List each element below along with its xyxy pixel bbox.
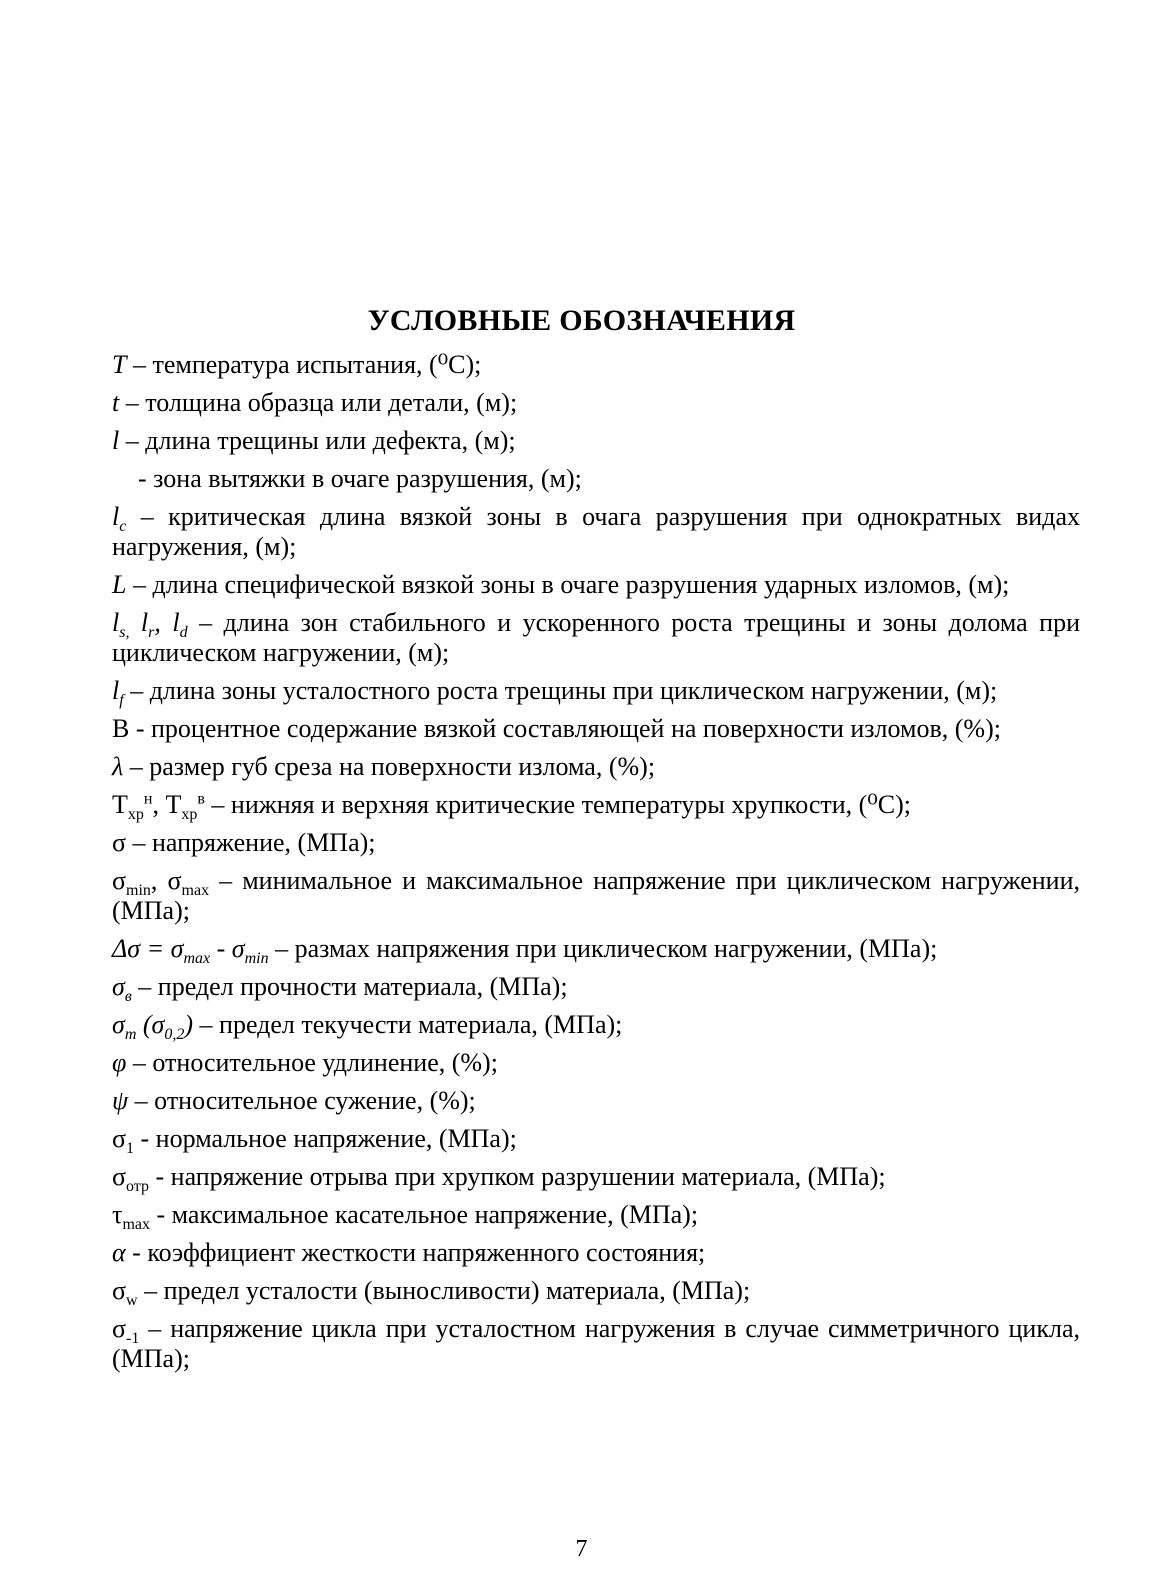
notation-symbol: λ xyxy=(112,752,124,781)
notation-symbol: ψ xyxy=(112,1086,129,1115)
notation-entry xyxy=(112,1086,1080,1116)
notation-definition: – критическая длина вязкой зоны в очага разрушения при однократных видах нагружения, (м); xyxy=(112,502,1080,561)
notation-definition: – размах напряжения при циклическом нагружении, (МПа); xyxy=(268,934,938,963)
notation-definition: – предел прочности материала, (МПа); xyxy=(131,972,568,1001)
notation-definition: - максимальное касательное напряжение, (МПа); xyxy=(150,1200,699,1229)
notation-entry xyxy=(112,1048,1080,1078)
notation-definition: – предел усталости (выносливости) материала, (МПа); xyxy=(137,1276,751,1305)
notation-entry xyxy=(112,1200,1080,1234)
notation-symbol: l xyxy=(112,426,120,455)
notation-entry xyxy=(112,426,1080,456)
notation-definition: – длина зоны усталостного роста трещины при циклическом нагружении, (м); xyxy=(123,676,998,705)
notation-entry xyxy=(112,570,1080,600)
notation-symbol: t xyxy=(112,388,120,417)
notation-symbol: φ xyxy=(112,1048,127,1077)
notation-entry xyxy=(112,1124,1080,1158)
notation-definition: - коэффициент жесткости напряженного состояния; xyxy=(125,1238,706,1267)
notation-symbol: σ xyxy=(112,828,127,857)
notation-symbol: $\sigma_т$ $(\sigma_{0,2})$ xyxy=(112,1010,194,1044)
notation-symbol: L xyxy=(112,570,127,599)
notation-entry xyxy=(112,1162,1080,1196)
notation-definition: – длина трещины или дефекта, (м); xyxy=(119,426,516,455)
notation-definition: - процентное содержание вязкой составляющей на поверхности изломов, (%); xyxy=(129,714,1001,743)
notation-symbol: $l_f$ xyxy=(112,676,124,710)
notation-entry xyxy=(112,752,1080,782)
notation-definition: – относительное сужение, (%); xyxy=(128,1086,476,1115)
notation-symbol: $\Delta\sigma = \sigma_{max} - \sigma_{min}$ xyxy=(112,934,269,968)
page-number: 7 xyxy=(575,1536,588,1562)
notation-entry xyxy=(112,828,1080,858)
notation-entry xyxy=(112,350,1080,380)
notation-definition: – напряжение, (МПа); xyxy=(126,828,376,857)
notation-definition: - нормальное напряжение, (МПа); xyxy=(134,1124,517,1153)
notation-definition: – температура испытания, (⁰С); xyxy=(126,350,482,379)
notation-definition: – толщина образца или детали, (м); xyxy=(119,388,518,417)
notation-definition: – нижняя и верхняя критические температуры хрупкости, (⁰С); xyxy=(204,790,911,819)
notation-definition: – относительное удлинение, (%); xyxy=(126,1048,498,1077)
notation-entry xyxy=(112,1010,1080,1044)
notation-symbol: $\sigma_w$ xyxy=(112,1276,138,1310)
notation-symbol: $l_c$ xyxy=(112,502,127,536)
notation-entry xyxy=(112,934,1080,968)
notation-symbol: α xyxy=(112,1238,126,1267)
notation-entry xyxy=(112,608,1080,668)
notation-definition: – длина специфической вязкой зоны в очаге разрушения ударных изломов, (м); xyxy=(126,570,1010,599)
notation-entry xyxy=(112,1314,1080,1374)
notation-symbol: $\sigma_{отр}$ xyxy=(112,1162,149,1196)
notation-entry xyxy=(112,1276,1080,1310)
notation-definition: – минимальное и максимальное напряжение при циклическом нагружении, (МПа); xyxy=(112,866,1081,925)
notation-symbol: $\sigma_1$ xyxy=(112,1124,135,1158)
notation-definition: – размер губ среза на поверхности излома, (%); xyxy=(123,752,656,781)
notation-symbol: $\sigma_в$ xyxy=(112,972,132,1006)
notation-entry xyxy=(112,502,1080,562)
notation-entry xyxy=(112,464,1080,494)
notation-symbol: $\tau_{max}$ xyxy=(112,1200,150,1234)
notation-definition: - зона вытяжки в очаге разрушения, (м); xyxy=(138,464,582,493)
notation-list xyxy=(112,350,1080,1382)
notation-definition: – длина зон стабильного и ускоренного роста трещины и зоны долома при циклическом нагружении, (м); xyxy=(112,608,1080,667)
notation-definition: - напряжение отрыва при хрупком разрушении материала, (МПа); xyxy=(149,1162,886,1191)
notation-entry xyxy=(112,714,1080,744)
notation-symbol: $\sigma_{-1}$ xyxy=(112,1314,140,1348)
page-title: УСЛОВНЫЕ ОБОЗНАЧЕНИЯ xyxy=(367,304,796,337)
notation-symbol: В xyxy=(112,714,130,743)
notation-entry xyxy=(112,676,1080,710)
notation-symbol: $Т_{хр}^н$, $Т_{хр}^в$ xyxy=(112,790,205,824)
notation-entry xyxy=(112,866,1080,926)
notation-symbol: $\sigma_{min}$, $\sigma_{max}$ xyxy=(112,866,210,900)
notation-definition: – напряжение цикла при усталостном нагружения в случае симметричного цикла, (МПа); xyxy=(112,1314,1080,1373)
notation-symbol: T xyxy=(112,350,127,379)
notation-entry xyxy=(112,1238,1080,1268)
notation-entry xyxy=(112,388,1080,418)
notation-definition: – предел текучести материала, (МПа); xyxy=(193,1010,623,1039)
notation-entry xyxy=(112,972,1080,1006)
notation-symbol: $l_{s,}$ $l_r$, $l_d$ xyxy=(112,608,188,642)
notation-entry xyxy=(112,790,1080,824)
